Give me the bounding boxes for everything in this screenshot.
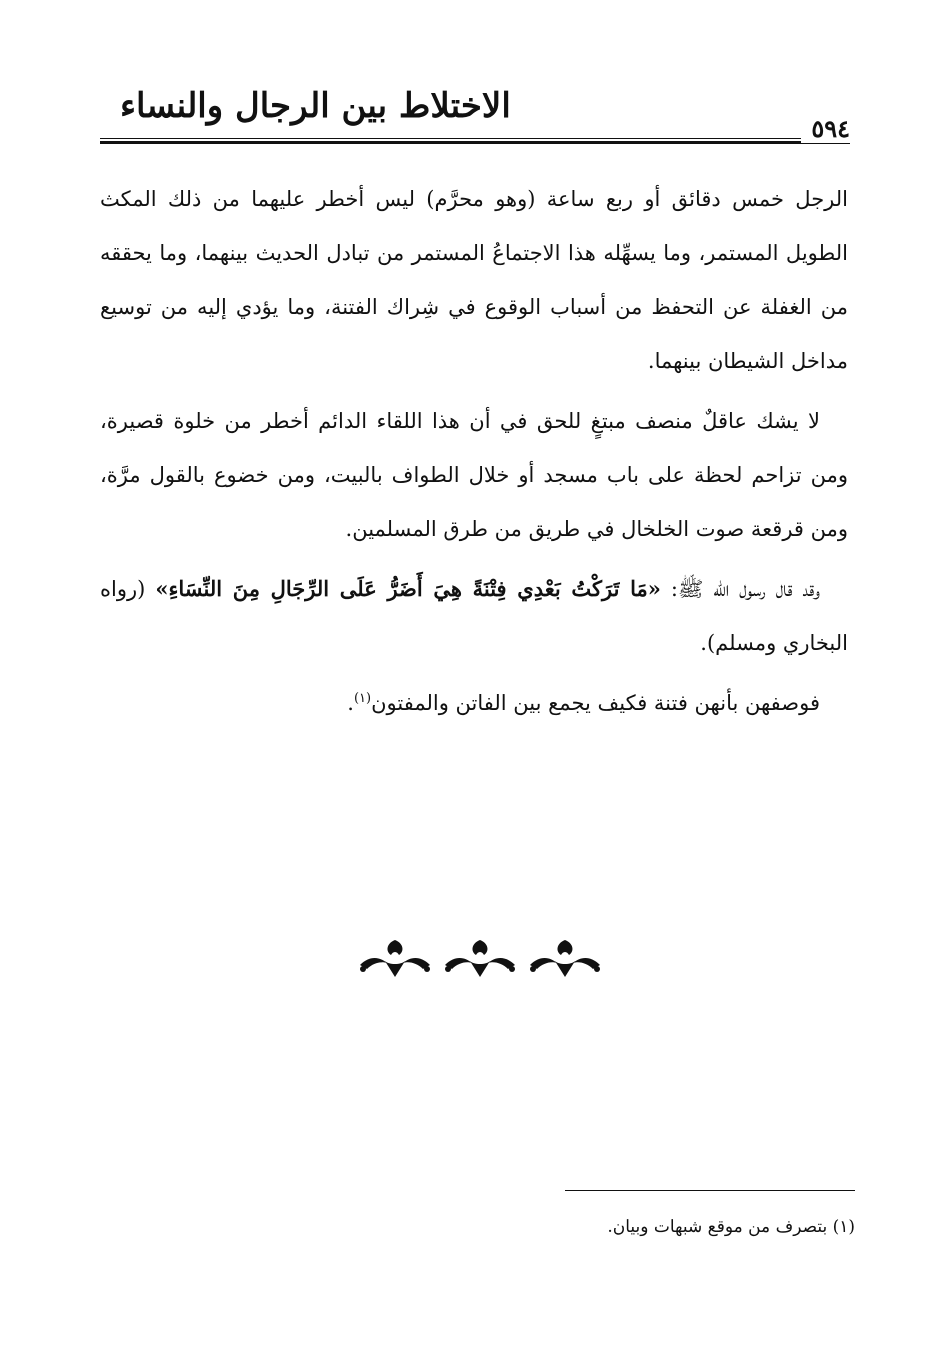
- header-rule-thick: [100, 141, 850, 144]
- page-number: ٥٩٤: [801, 114, 850, 143]
- hadith-source: (رواه البخاري ومسلم).: [100, 577, 848, 655]
- paragraph-4-end: .: [347, 691, 354, 715]
- paragraph-1: الرجل خمس دقائق أو ربع ساعة (وهو محرَّم) ليس أخطر عليهما من ذلك المكث الطويل المستمر، وما يسهِّله هذا الاجتماعُ المستمر من تبادل الحديث بينهما، وما يحققه من الغفلة عن التحفظ من أسباب الوقوع في شِراك الفتنة، وما يؤدي إليه من توسيع مداخل الشيطان بينهما.: [100, 187, 848, 373]
- paragraph-2: لا يشك عاقلٌ منصف مبتغٍ للحق في أن هذا اللقاء الدائم أخطر من خلوة قصيرة، ومن تزاحم لحظة على باب مسجد أو خلال الطواف بالبيت، ومن خضوع بالقول مرَّة، ومن قرقعة صوت الخلخال في طريق من طرق المسلمين.: [100, 409, 848, 541]
- hadith-intro: وقد قال رسول الله ﷺ:: [660, 577, 820, 601]
- header-rule-thin: [100, 138, 850, 139]
- hadith-text: «مَا تَرَكْتُ بَعْدِي فِتْنَةً هِيَ أَضَرُّ عَلَى الرِّجَالِ مِنَ النِّسَاءِ»: [155, 576, 661, 601]
- paragraph-4: [100, 676, 848, 730]
- floral-ornament-icon: [355, 935, 605, 985]
- running-title: الاختلاط بين الرجال والنساء: [120, 86, 511, 126]
- body-text: [100, 172, 848, 736]
- paragraph-4-text: فوصفهن بأنهن فتنة فكيف يجمع بين الفاتن والمفتون: [371, 691, 820, 715]
- footnote-rule: [565, 1190, 855, 1191]
- footnote-reference: (١): [353, 691, 372, 706]
- page-header: [100, 78, 850, 158]
- footnote-1: (١) بتصرف من موقع شبهات وبيان.: [607, 1217, 855, 1237]
- paragraph-3: [100, 562, 848, 670]
